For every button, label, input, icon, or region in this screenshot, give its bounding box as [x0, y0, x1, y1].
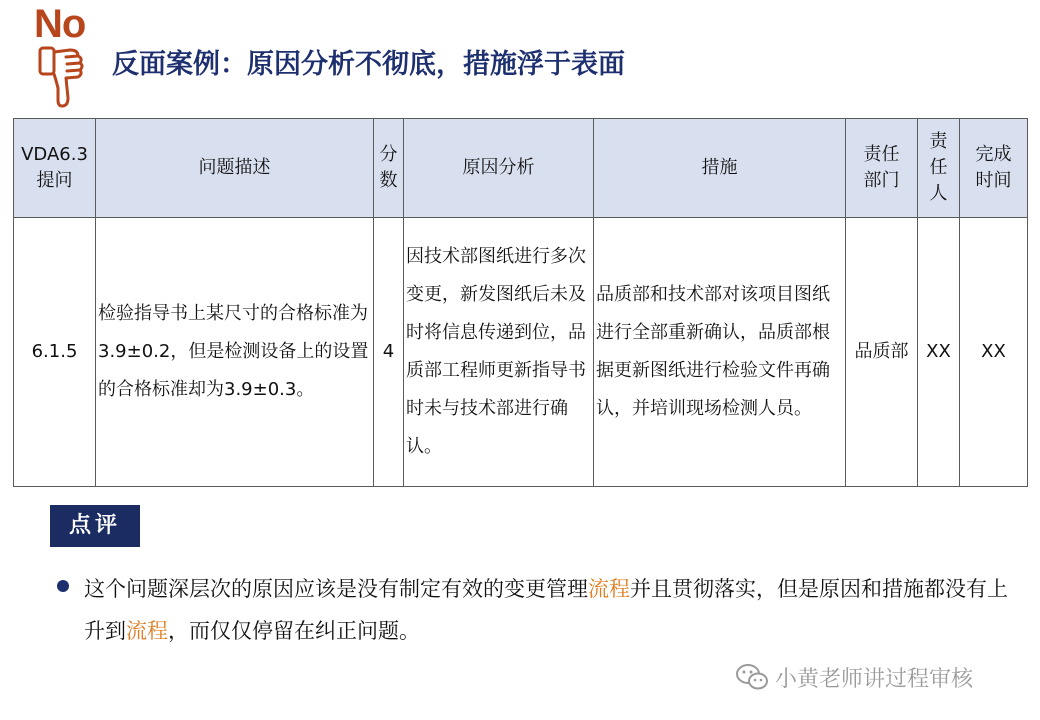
case-table	[13, 118, 1028, 487]
review-highlight-1: 流程	[588, 577, 630, 601]
col-header-measure: 措施	[594, 119, 846, 218]
bullet-icon	[57, 580, 69, 592]
cell-description: 检验指导书上某尺寸的合格标准为3.9±0.2，但是检测设备上的设置的合格标准却为3.9±0.3。	[96, 218, 374, 487]
wechat-icon	[735, 662, 769, 692]
cell-score: 4	[374, 218, 404, 487]
thumbs-down-icon	[36, 44, 86, 112]
review-label: 点评	[50, 505, 140, 547]
watermark-text: 小黄老师讲过程审核	[775, 666, 974, 692]
col-header-question: VDA6.3 提问	[14, 119, 96, 218]
cell-measure: 品质部和技术部对该项目图纸进行全部重新确认，品质部根据更新图纸进行检验文件再确认，并培训现场检测人员。	[594, 218, 846, 487]
table-row	[14, 218, 1028, 487]
cell-due: XX	[960, 218, 1028, 487]
review-text-3: ，而仅仅停留在纠正问题。	[168, 619, 420, 643]
table-header-row	[14, 119, 1028, 218]
col-header-dept: 责任 部门	[846, 119, 918, 218]
watermark	[735, 660, 973, 694]
col-header-score: 分 数	[374, 119, 404, 218]
cell-question: 6.1.5	[14, 218, 96, 487]
review-highlight-2: 流程	[126, 619, 168, 643]
review-text-1: 这个问题深层次的原因应该是没有制定有效的变更管理	[84, 577, 588, 601]
col-header-due: 完成 时间	[960, 119, 1028, 218]
col-header-description: 问题描述	[96, 119, 374, 218]
col-header-cause: 原因分析	[404, 119, 594, 218]
cell-cause: 因技术部图纸进行多次变更，新发图纸后未及时将信息传递到位，品质部工程师更新指导书时未与技术部进行确认。	[404, 218, 594, 487]
col-header-person: 责 任 人	[918, 119, 960, 218]
no-badge-text: No	[34, 2, 86, 46]
cell-dept: 品质部	[846, 218, 918, 487]
review-text-2: 并且贯彻落实，但是原因和措施都没有上升到	[84, 577, 1008, 643]
page-title: 反面案例：原因分析不彻底，措施浮于表面	[112, 49, 625, 80]
review-comment	[84, 568, 1014, 652]
cell-person: XX	[918, 218, 960, 487]
